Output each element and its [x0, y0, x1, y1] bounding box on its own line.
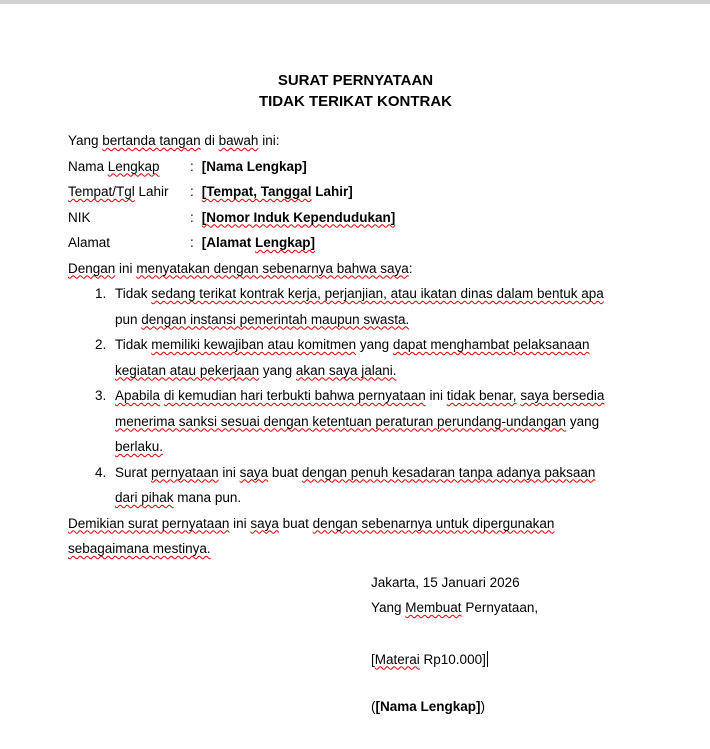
field-row-alamat [68, 230, 643, 256]
list-item-1 [68, 281, 643, 332]
signature-role: Yang Membuat Pernyataan, [371, 600, 539, 615]
field-row-nik [68, 205, 643, 231]
field-label: Tempat/Tgl Lahir [68, 184, 169, 199]
list-item-3 [68, 383, 643, 460]
signature-city-date: Jakarta, 15 Januari 2026 [371, 574, 520, 590]
intro-paragraph: Yang bertanda tangan di bawah ini: [68, 133, 280, 148]
list-item-number: 2. [95, 337, 107, 352]
list-item-text: Tidak memiliki kewajiban atau komitmen yang dapat menghambat pelaksanaan kegiatan atau pekerjaan yang akan saya jalani. [115, 337, 590, 378]
signature-name: ([Nama Lengkap]) [371, 699, 486, 714]
list-item-2 [68, 332, 643, 383]
signature-materai-line [371, 647, 643, 673]
canvas-top-edge [0, 0, 710, 4]
list-item-text: Apabila di kemudian hari terbukti bahwa pernyataan ini tidak benar, saya bersedia menerima sanksi sesuai dengan ketentuan peraturan perundang-undangan yang berlaku. [115, 388, 605, 454]
list-item-number: 1. [95, 286, 107, 301]
list-item-text: Surat pernyataan ini saya buat dengan penuh kesadaran tanpa adanya paksaan dari pihak mana pun. [115, 464, 596, 505]
statement-intro: Dengan ini menyatakan dengan sebenarnya bahwa saya: [68, 260, 413, 276]
document-title-line1: SURAT PERNYATAAN [277, 72, 434, 89]
text-cursor [487, 651, 488, 667]
field-value: [Alamat Lengkap] [201, 235, 316, 250]
field-value: [Nomor Induk Kependudukan] [201, 209, 396, 225]
list-item-number: 4. [95, 464, 107, 480]
field-colon: : [190, 158, 194, 174]
document-title [68, 70, 643, 112]
closing-paragraph: Demikian surat pernyataan ini saya buat dengan sebenarnya untuk dipergunakan sebagaimana mestinya. [68, 515, 555, 556]
signature-materai-text: [Materai Rp10.000] [371, 651, 486, 667]
signature-block [371, 570, 643, 720]
field-colon: : [190, 209, 194, 225]
field-label: Nama Lengkap [68, 158, 160, 174]
list-item-number: 3. [95, 388, 107, 403]
field-colon: : [190, 184, 194, 199]
field-row-nama [68, 154, 643, 180]
field-row-tempat-tgl-lahir [68, 179, 643, 205]
field-label: NIK [68, 209, 91, 225]
field-value: [Tempat, Tanggal Lahir] [201, 184, 353, 199]
list-item-4 [68, 460, 643, 511]
list-item-text: Tidak sedang terikat kontrak kerja, perjanjian, atau ikatan dinas dalam bentuk apa pun dengan instansi pemerintah maupun swasta. [115, 286, 604, 327]
field-label: Alamat [68, 235, 111, 250]
document-title-line2: TIDAK TERIKAT KONTRAK [258, 93, 453, 110]
field-colon: : [190, 235, 194, 250]
field-value: [Nama Lengkap] [201, 158, 307, 174]
